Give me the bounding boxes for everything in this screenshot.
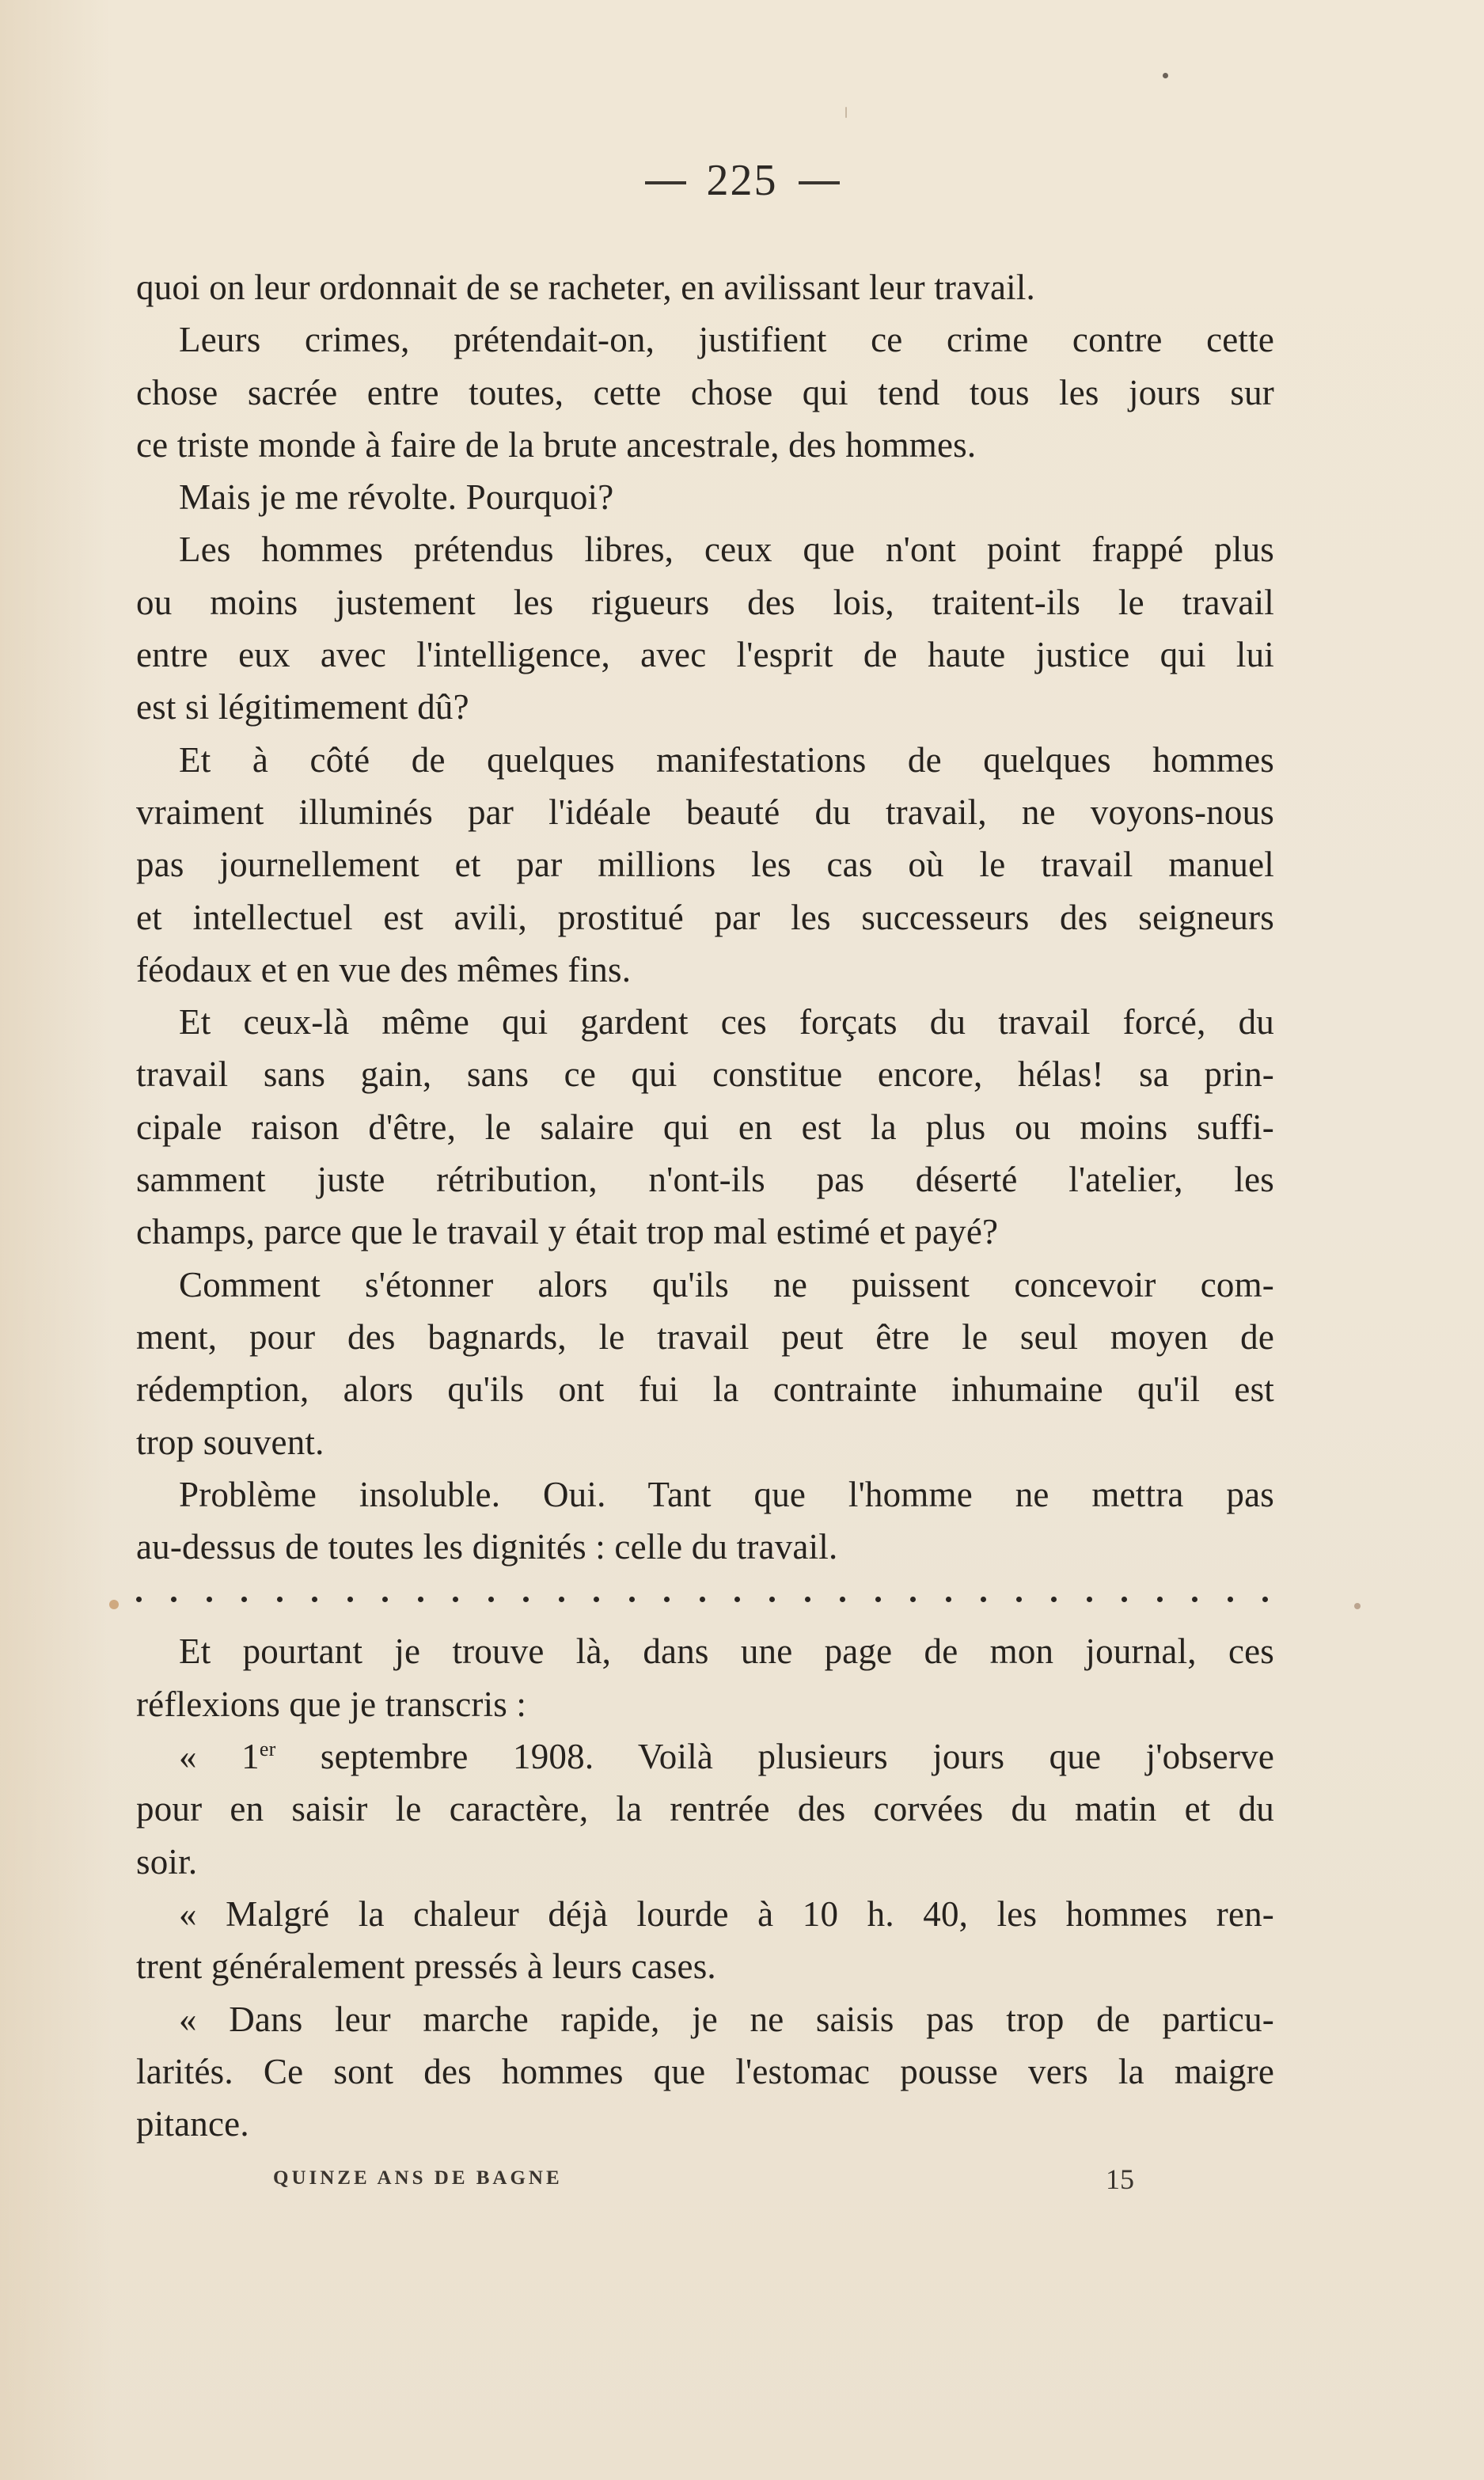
paragraph [136, 734, 1274, 996]
folio-dash-right [799, 181, 840, 184]
paper-speck [109, 1600, 119, 1609]
paragraph [136, 523, 1274, 733]
text-line: Mais je me révolte. Pourquoi? [179, 477, 614, 518]
section-break-dot [418, 1597, 423, 1602]
section-break-dot [946, 1597, 951, 1602]
paragraph [136, 1259, 1274, 1468]
text-line: samment juste rétribution, n'ont-ils pas déserté l'atelier, les [136, 1160, 1274, 1200]
section-break-dot [382, 1597, 388, 1602]
text-line: soir. [136, 1841, 198, 1882]
text-line: quoi on leur ordonnait de se racheter, en avilissant leur travail. [136, 268, 1036, 307]
text-line: Problème insoluble. Oui. Tant que l'homme ne mettra pas [179, 1474, 1274, 1514]
section-break-dot [347, 1597, 353, 1602]
section-break-dot [981, 1597, 986, 1602]
text-line: trent généralement pressés à leurs cases. [136, 1946, 716, 1987]
text-line: rédemption, alors qu'ils ont fui la contrainte inhumaine qu'il est [136, 1369, 1274, 1410]
text-line: pitance. [136, 2104, 249, 2144]
section-break-dot [805, 1597, 810, 1602]
text-line: « Malgré la chaleur déjà lourde à 10 h. 40, les hommes ren- [179, 1893, 1274, 1934]
section-break-dot [277, 1597, 283, 1602]
text-line: et intellectuel est avili, prostitué par les successeurs des seigneurs [136, 897, 1274, 937]
date-line-rest: septembre 1908. Voilà plusieurs jours que j'observe [275, 1737, 1275, 1777]
section-break-dots [136, 1573, 1274, 1625]
text-line: pour en saisir le caractère, la rentrée des corvées du matin et du [136, 1789, 1274, 1829]
body-text [136, 261, 1274, 2150]
text-line: travail sans gain, sans ce qui constitue encore, hélas! sa prin- [136, 1054, 1274, 1095]
text-line: Et à côté de quelques manifestations de quelques hommes [179, 739, 1274, 780]
paragraph [136, 1993, 1274, 2151]
text-line: Comment s'étonner alors qu'ils ne puissent concevoir com- [179, 1264, 1274, 1305]
signature-mark: 15 [1106, 2163, 1134, 2195]
section-break-dot [1122, 1597, 1127, 1602]
paragraph [136, 471, 1274, 523]
section-break-dot [594, 1597, 599, 1602]
paragraphs-after-break [136, 1625, 1274, 2150]
section-break-dot [840, 1597, 845, 1602]
text-line: larités. Ce sont des hommes que l'estomac pousse vers la maigre [136, 2051, 1274, 2091]
paragraph [136, 1888, 1274, 1993]
ordinal-superscript: er [259, 1738, 276, 1761]
section-break-dot [136, 1597, 142, 1602]
text-line: cipale raison d'être, le salaire qui en est la plus ou moins suffi- [136, 1107, 1274, 1147]
text-line: au-dessus de toutes les dignités : celle du travail. [136, 1527, 838, 1567]
text-line: champs, parce que le travail y était trop mal estimé et payé? [136, 1212, 999, 1252]
paragraph [136, 261, 1274, 313]
section-break-dot [769, 1597, 775, 1602]
section-break-dot [171, 1597, 176, 1602]
paragraph [136, 1730, 1274, 1888]
paragraph [136, 1468, 1274, 1574]
paragraph [136, 313, 1274, 471]
section-break-dot [1192, 1597, 1197, 1602]
section-break-dot [910, 1597, 916, 1602]
text-line: chose sacrée entre toutes, cette chose qui tend tous les jours sur [136, 372, 1274, 412]
text-line: réflexions que je transcris : [136, 1684, 527, 1724]
paper-speck [1354, 1603, 1361, 1609]
running-book-title: QUINZE ANS DE BAGNE [273, 2167, 563, 2189]
quote-open-day: « 1 [179, 1737, 260, 1777]
section-break-dot [207, 1597, 212, 1602]
page-number-value: 225 [706, 156, 778, 205]
text-line: féodaux et en vue des mêmes fins. [136, 949, 632, 989]
section-break-dot [664, 1597, 670, 1602]
section-break-dot [523, 1597, 529, 1602]
paper-speck [1163, 73, 1168, 78]
text-line: Et pourtant je trouve là, dans une page de mon journal, ces [179, 1631, 1274, 1672]
section-break-dot [559, 1597, 564, 1602]
section-break-dot [734, 1597, 740, 1602]
section-break-dot [312, 1597, 317, 1602]
section-break-dot [700, 1597, 705, 1602]
text-line: est si légitimement dû? [136, 687, 469, 727]
paragraph [136, 996, 1274, 1258]
paper-speck [845, 107, 847, 118]
text-line: Les hommes prétendus libres, ceux que n'ont point frappé plus [179, 530, 1274, 570]
section-break-dot [875, 1597, 881, 1602]
section-break-dot [1228, 1597, 1233, 1602]
page-footer [273, 2163, 1144, 2207]
section-break-dot [1157, 1597, 1163, 1602]
paragraphs-before-break [136, 261, 1274, 1573]
section-break-dot [453, 1597, 458, 1602]
text-line: vraiment illuminés par l'idéale beauté du travail, ne voyons-nous [136, 792, 1274, 832]
section-break-dot [1051, 1597, 1057, 1602]
paragraph [136, 1625, 1274, 1730]
text-line: entre eux avec l'intelligence, avec l'esprit de haute justice qui lui [136, 635, 1274, 675]
folio-dash-left [645, 181, 686, 184]
text-line: ment, pour des bagnards, le travail peut être le seul moyen de [136, 1316, 1274, 1357]
text-line: « Dans leur marche rapide, je ne saisis pas trop de particu- [179, 1999, 1274, 2039]
text-line: Leurs crimes, prétendait-on, justifient ce crime contre cette [179, 320, 1274, 360]
section-break-dot [1016, 1597, 1022, 1602]
text-line: ou moins justement les rigueurs des lois, traitent-ils le travail [136, 582, 1274, 622]
text-line: pas journellement et par millions les cas où le travail manuel [136, 845, 1274, 885]
section-break-dot [241, 1597, 247, 1602]
section-break-dot [488, 1597, 494, 1602]
section-break-dot [1087, 1597, 1092, 1602]
text-line [136, 1730, 1274, 1783]
text-line: Et ceux-là même qui gardent ces forçats du travail forcé, du [179, 1002, 1274, 1043]
text-line: ce triste monde à faire de la brute ancestrale, des hommes. [136, 424, 977, 465]
section-break-dot [1262, 1597, 1268, 1602]
section-break-dot [629, 1597, 635, 1602]
text-line: trop souvent. [136, 1422, 325, 1462]
page-number [0, 155, 1484, 206]
